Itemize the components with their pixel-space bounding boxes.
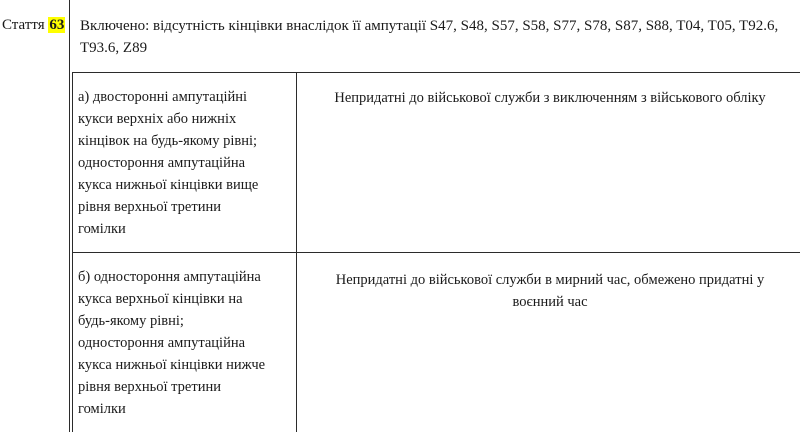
condition-line: кукса верхньої кінцівки на [78,291,243,307]
condition-line: б) одностороння ампутаційна [78,269,261,285]
table-border-left-article [69,0,70,432]
verdict-line: Непридатні до військової служби в мирний час, обмежено придатні у [335,272,765,288]
article-number-highlight: 63 [49,17,65,33]
condition-cell-a [78,86,290,240]
condition-line: кукси верхніх або нижніх [78,111,237,127]
verdict-cell-b [300,269,800,313]
condition-line: одностороння ампутаційна [78,155,246,171]
verdict-line: Непридатні до військової служби з виключенням з військового обліку [334,90,766,106]
condition-line: кінцівок на будь-якому рівні; [78,133,258,149]
condition-cell-b [78,266,290,420]
verdict-cell-a [300,87,800,109]
condition-line: кукса нижньої кінцівки вище [78,177,259,193]
condition-line: а) двосторонні ампутаційні [78,89,248,105]
condition-line: будь-якому рівні; [78,313,184,329]
verdict-line: воєнний час [512,294,588,310]
condition-line: гомілки [78,221,126,237]
table-divider-row [72,252,800,253]
table-divider-header [72,72,800,73]
condition-line: одностороння ампутаційна [78,335,246,351]
condition-line: рівня верхньої третини [78,379,221,395]
condition-line: кукса нижньої кінцівки нижче [78,357,266,373]
condition-line: рівня верхньої третини [78,199,221,215]
article-label-text: Стаття [2,17,45,33]
article-label [2,15,65,35]
condition-line: гомілки [78,401,126,417]
included-codes-text: Включено: відсутність кінцівки внаслідок її ампутації S47, S48, S57, S58, S77, S78, S87, S88, T04, T05, T92.6, T93.6, Z89 [80,18,779,56]
